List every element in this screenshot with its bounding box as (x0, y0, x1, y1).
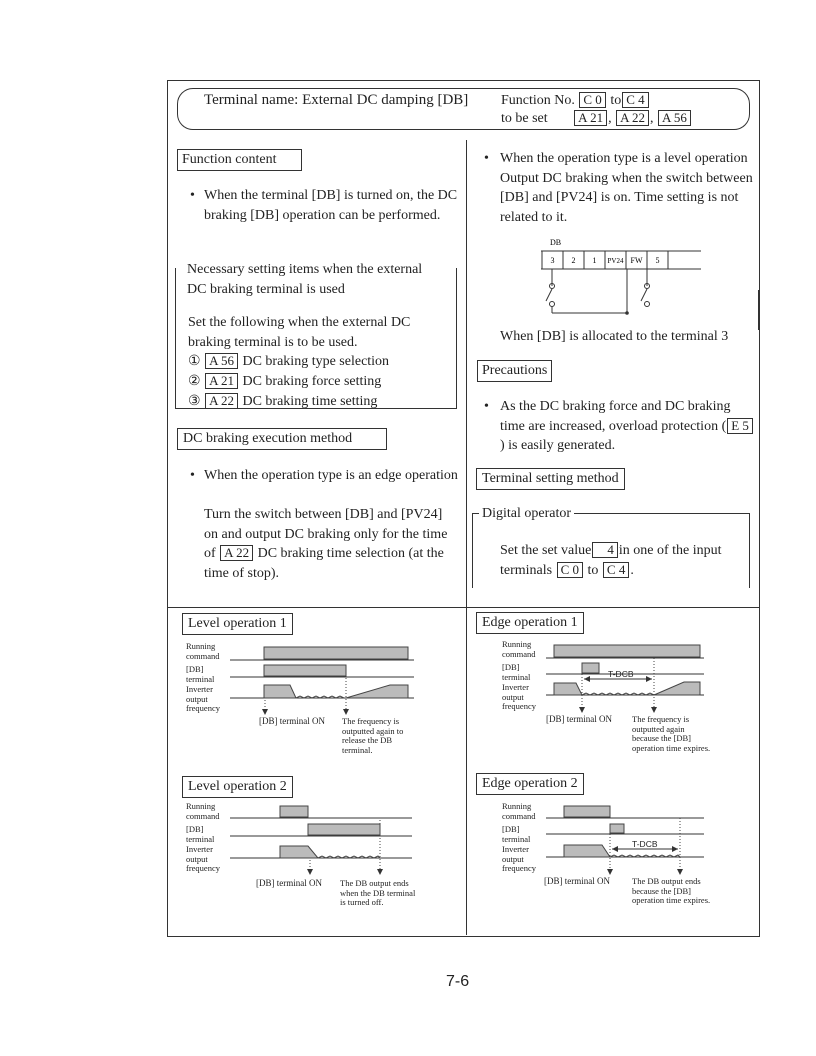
key-c0: C 0 (579, 92, 605, 108)
terminal-cell-label: FW (630, 256, 643, 265)
comma: , (650, 111, 654, 126)
key-c4: C 4 (622, 92, 648, 108)
label-db: [DB] terminal (502, 662, 531, 682)
key-a56: A 56 (658, 110, 691, 126)
set-value-text (500, 541, 750, 580)
setting-item-1 (188, 352, 389, 372)
label-inverter: Inverter output frequency (502, 682, 536, 711)
bullet-icon: • (484, 151, 489, 166)
edge-text: When the operation type is an edge operation (204, 468, 458, 483)
charts-column-divider (466, 607, 467, 935)
terminal-diagram (536, 234, 706, 324)
precautions-text (500, 397, 755, 456)
item-key: A 21 (205, 373, 238, 389)
set-value-text-2: in one of the input terminals (500, 543, 722, 578)
terminal-db-label: DB (550, 238, 562, 247)
item-number: ① (188, 354, 201, 369)
key-a22: A 22 (616, 110, 649, 126)
edge2-note: The DB output ends because the [DB] operation time expires. (632, 876, 711, 905)
bullet-icon: • (190, 468, 195, 483)
label-running: Running command (186, 801, 220, 821)
function-no-line-1 (501, 91, 650, 111)
terminal-cell-label: 3 (550, 256, 555, 265)
edge1-note: The frequency is outputted again because the [DB] operation time expires. (632, 714, 711, 753)
setting-item-2 (188, 372, 381, 392)
function-no-line-2 (501, 109, 692, 129)
item-number: ② (188, 374, 201, 389)
edge-detail (204, 505, 459, 583)
level1-chart (184, 640, 424, 770)
level1-note: The frequency is outputted again to release the DB terminal. (342, 716, 404, 755)
edge2-title: Edge operation 2 (476, 773, 584, 795)
precautions-key: E 5 (727, 418, 753, 434)
terminal-cell-label: 2 (571, 256, 576, 265)
period: . (630, 562, 634, 578)
precautions-title: Precautions (477, 360, 552, 382)
item-text: DC braking type selection (242, 354, 390, 369)
db-on-label: [DB] terminal ON (259, 716, 325, 726)
label-inverter: Inverter output frequency (502, 844, 536, 873)
terminal-setting-title: Terminal setting method (476, 468, 625, 490)
function-content-text: When the terminal [DB] is turned on, the DC braking [DB] operation can be performed. (204, 188, 458, 223)
set-value-text-1: Set the set value (500, 543, 592, 558)
label-db: [DB] terminal (186, 664, 215, 684)
digital-operator-title: Digital operator (479, 504, 574, 524)
allocated-caption: When [DB] is allocated to the terminal 3 (500, 329, 729, 344)
edge1-chart (500, 638, 740, 768)
terminal-diagram-svg (536, 234, 706, 324)
level1-title: Level operation 1 (182, 613, 293, 635)
precautions-text-2: ) is easily generated. (500, 438, 616, 453)
label-inverter: Inverter output frequency (186, 684, 220, 713)
edge1-title: Edge operation 1 (476, 612, 584, 634)
edge-detail-1: Turn the switch between [DB] and [PV24] on and output DC braking only for the time of (204, 507, 448, 561)
bullet-icon: • (484, 399, 489, 414)
level2-waveform (230, 800, 424, 880)
comma: , (608, 111, 612, 126)
tdcb-label: T-DCB (632, 839, 658, 849)
label-running: Running command (502, 801, 536, 821)
method-title: DC braking execution method (177, 428, 387, 450)
db-on-label: [DB] terminal ON (546, 714, 612, 724)
level2-title: Level operation 2 (182, 776, 293, 798)
item-key: A 56 (205, 353, 238, 369)
terminal-cell-label: PV24 (607, 257, 624, 265)
to-word: to (610, 93, 622, 108)
item-key: A 22 (205, 393, 238, 409)
edge-detail-2: DC braking time selection (at the time of stop). (204, 546, 444, 581)
page-number: 7-6 (446, 973, 470, 990)
key-c4: C 4 (603, 562, 629, 578)
right-side-tick (758, 290, 759, 330)
setting-item-3 (188, 392, 377, 412)
label-db: [DB] terminal (186, 824, 215, 844)
to-be-set-label: to be set (501, 111, 548, 126)
terminal-cell-label: 5 (655, 256, 660, 265)
set-value-key: 4 (592, 542, 618, 558)
db-on-label: [DB] terminal ON (544, 876, 610, 886)
necessary-intro: Set the following when the external DC braking terminal is to be used. (188, 315, 411, 350)
key-c0: C 0 (557, 562, 583, 578)
label-db: [DB] terminal (502, 824, 531, 844)
function-no-label: Function No. (501, 93, 575, 108)
column-divider (466, 140, 467, 608)
item-text: DC braking force setting (242, 374, 382, 389)
terminal-cell-label: 1 (592, 256, 597, 265)
item-text: DC braking time setting (242, 394, 378, 409)
bullet-icon: • (190, 188, 195, 203)
edge-detail-key: A 22 (220, 545, 253, 561)
edge2-chart (500, 800, 740, 930)
charts-divider (167, 607, 759, 608)
level-text: When the operation type is a level operation Output DC braking when the switch between [DB] and [PV24] is on. Time setting is not related to it. (500, 151, 753, 225)
db-on-label: [DB] terminal ON (256, 878, 322, 888)
terminal-name-title: Terminal name: External DC damping [DB] (204, 92, 469, 108)
necessary-title: Necessary setting items when the external DC braking terminal is used (187, 260, 437, 299)
level2-note: The DB output ends when the DB terminal is turned off. (340, 878, 416, 907)
label-inverter: Inverter output frequency (186, 844, 220, 873)
to-word: to (587, 562, 599, 578)
label-running: Running command (186, 641, 220, 661)
item-number: ③ (188, 394, 201, 409)
precautions-text-1: As the DC braking force and DC braking time are increased, overload protection ( (500, 399, 731, 434)
level2-chart (184, 800, 424, 930)
function-content-title: Function content (177, 149, 302, 171)
label-running: Running command (502, 639, 536, 659)
edge1-waveform (546, 638, 740, 718)
key-a21: A 21 (574, 110, 607, 126)
level1-waveform (230, 640, 424, 720)
tdcb-label: T-DCB (608, 669, 634, 679)
